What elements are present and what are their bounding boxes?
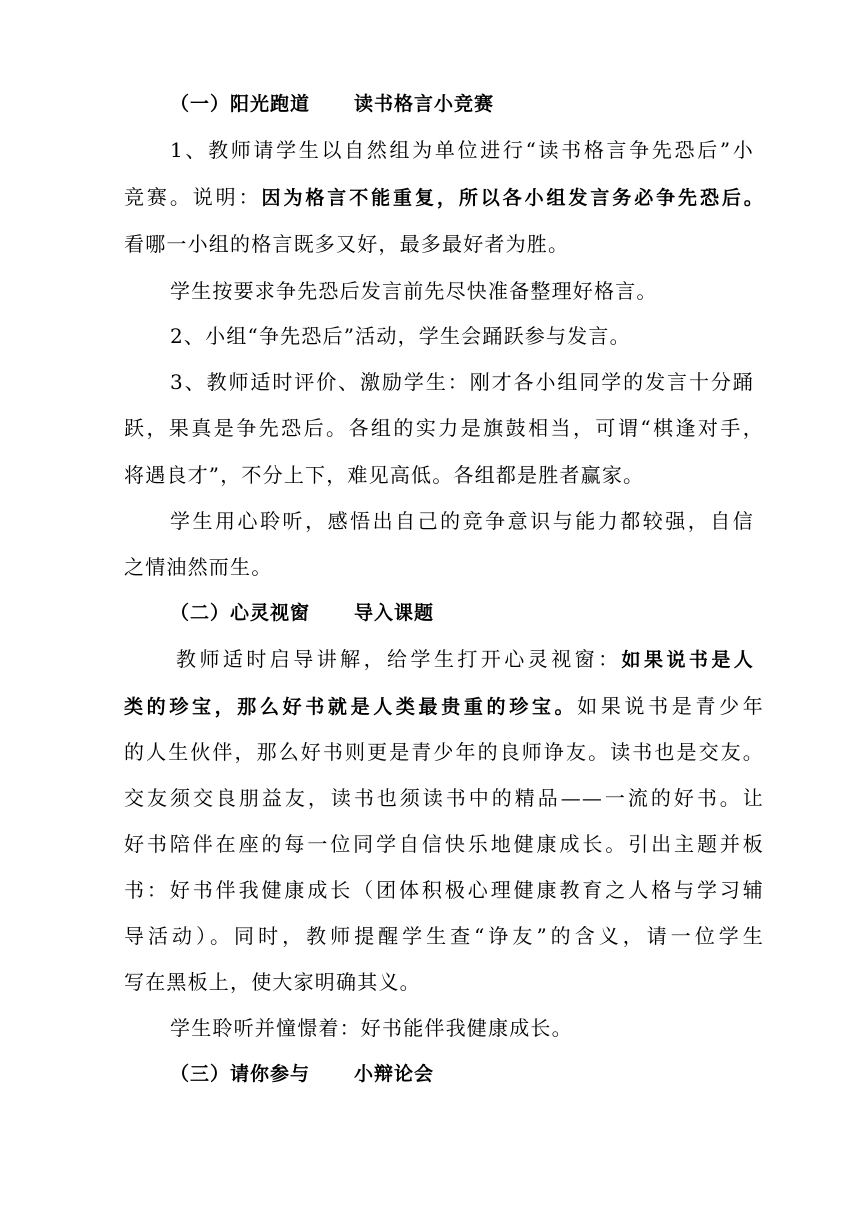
bold-text: 类的珍宝，那么好书就是人类最贵重的珍宝。 — [124, 696, 578, 718]
body-text: 如果说书是青少年 — [577, 694, 764, 718]
paragraph-1-line-1: 1、教师请学生以自然组为单位进行“读书格言争先恐后”小 — [170, 138, 754, 162]
section-number: （二）心灵视窗 — [170, 602, 311, 624]
paragraph-6-line-6: 书：好书伴我健康成长（团体积极心理健康教育之人格与学习辅 — [124, 878, 764, 902]
paragraph-5-line-1: 学生用心聆听，感悟出自己的竞争意识与能力都较强，自信 — [170, 509, 754, 533]
paragraph-6-line-7: 导活动）。同时，教师提醒学生查“诤友”的含义，请一位学生 — [124, 924, 764, 948]
section-heading-2 — [170, 599, 810, 627]
bold-text: 如果说书是人 — [621, 649, 754, 671]
label-text: 教师适时启导讲解，给学生打开心灵视窗： — [176, 647, 622, 671]
paragraph-2: 学生按要求争先恐后发言前先尽快准备整理好格言。 — [170, 279, 658, 303]
paragraph-6-line-4: 交友须交良朋益友，读书也须读书中的精品——一流的好书。让 — [124, 786, 764, 810]
section-heading-3 — [170, 1060, 810, 1088]
paragraph-6-line-2 — [124, 692, 764, 720]
label-text: 竞赛。说明： — [124, 185, 262, 209]
section-title: 导入课题 — [354, 602, 435, 624]
paragraph-6-line-8: 写在黑板上，使大家明确其义。 — [124, 970, 421, 994]
paragraph-6-line-1 — [176, 645, 754, 673]
paragraph-3: 2、小组“争先恐后”活动，学生会踊跃参与发言。 — [170, 324, 631, 348]
paragraph-5-line-2: 之情油然而生。 — [124, 555, 273, 579]
section-heading-1 — [170, 90, 810, 118]
section-number: （一）阳光跑道 — [170, 93, 311, 115]
section-title: 小辩论会 — [354, 1063, 435, 1085]
paragraph-7: 学生聆听并憧憬着：好书能伴我健康成长。 — [170, 1016, 573, 1040]
section-number: （三）请你参与 — [170, 1063, 311, 1085]
paragraph-4-line-2: 跃，果真是争先恐后。各组的实力是旗鼓相当，可谓“棋逢对手， — [124, 416, 764, 440]
paragraph-6-line-3: 的人生伙伴，那么好书则更是青少年的良师诤友。读书也是交友。 — [124, 740, 764, 764]
section-title: 读书格言小竞赛 — [354, 93, 495, 115]
paragraph-1-line-3: 看哪一小组的格言既多又好，最多最好者为胜。 — [124, 232, 570, 256]
paragraph-4-line-1: 3、教师适时评价、激励学生：刚才各小组同学的发言十分踊 — [170, 370, 754, 394]
paragraph-6-line-5: 好书陪伴在座的每一位同学自信快乐地健康成长。引出主题并板 — [124, 832, 764, 856]
paragraph-4-line-3: 将遇良才”，不分上下，难见高低。各组都是胜者赢家。 — [124, 463, 645, 487]
bold-text: 因为格言不能重复，所以各小组发言务必争先恐后。 — [261, 187, 764, 209]
paragraph-1-line-2 — [124, 183, 764, 211]
